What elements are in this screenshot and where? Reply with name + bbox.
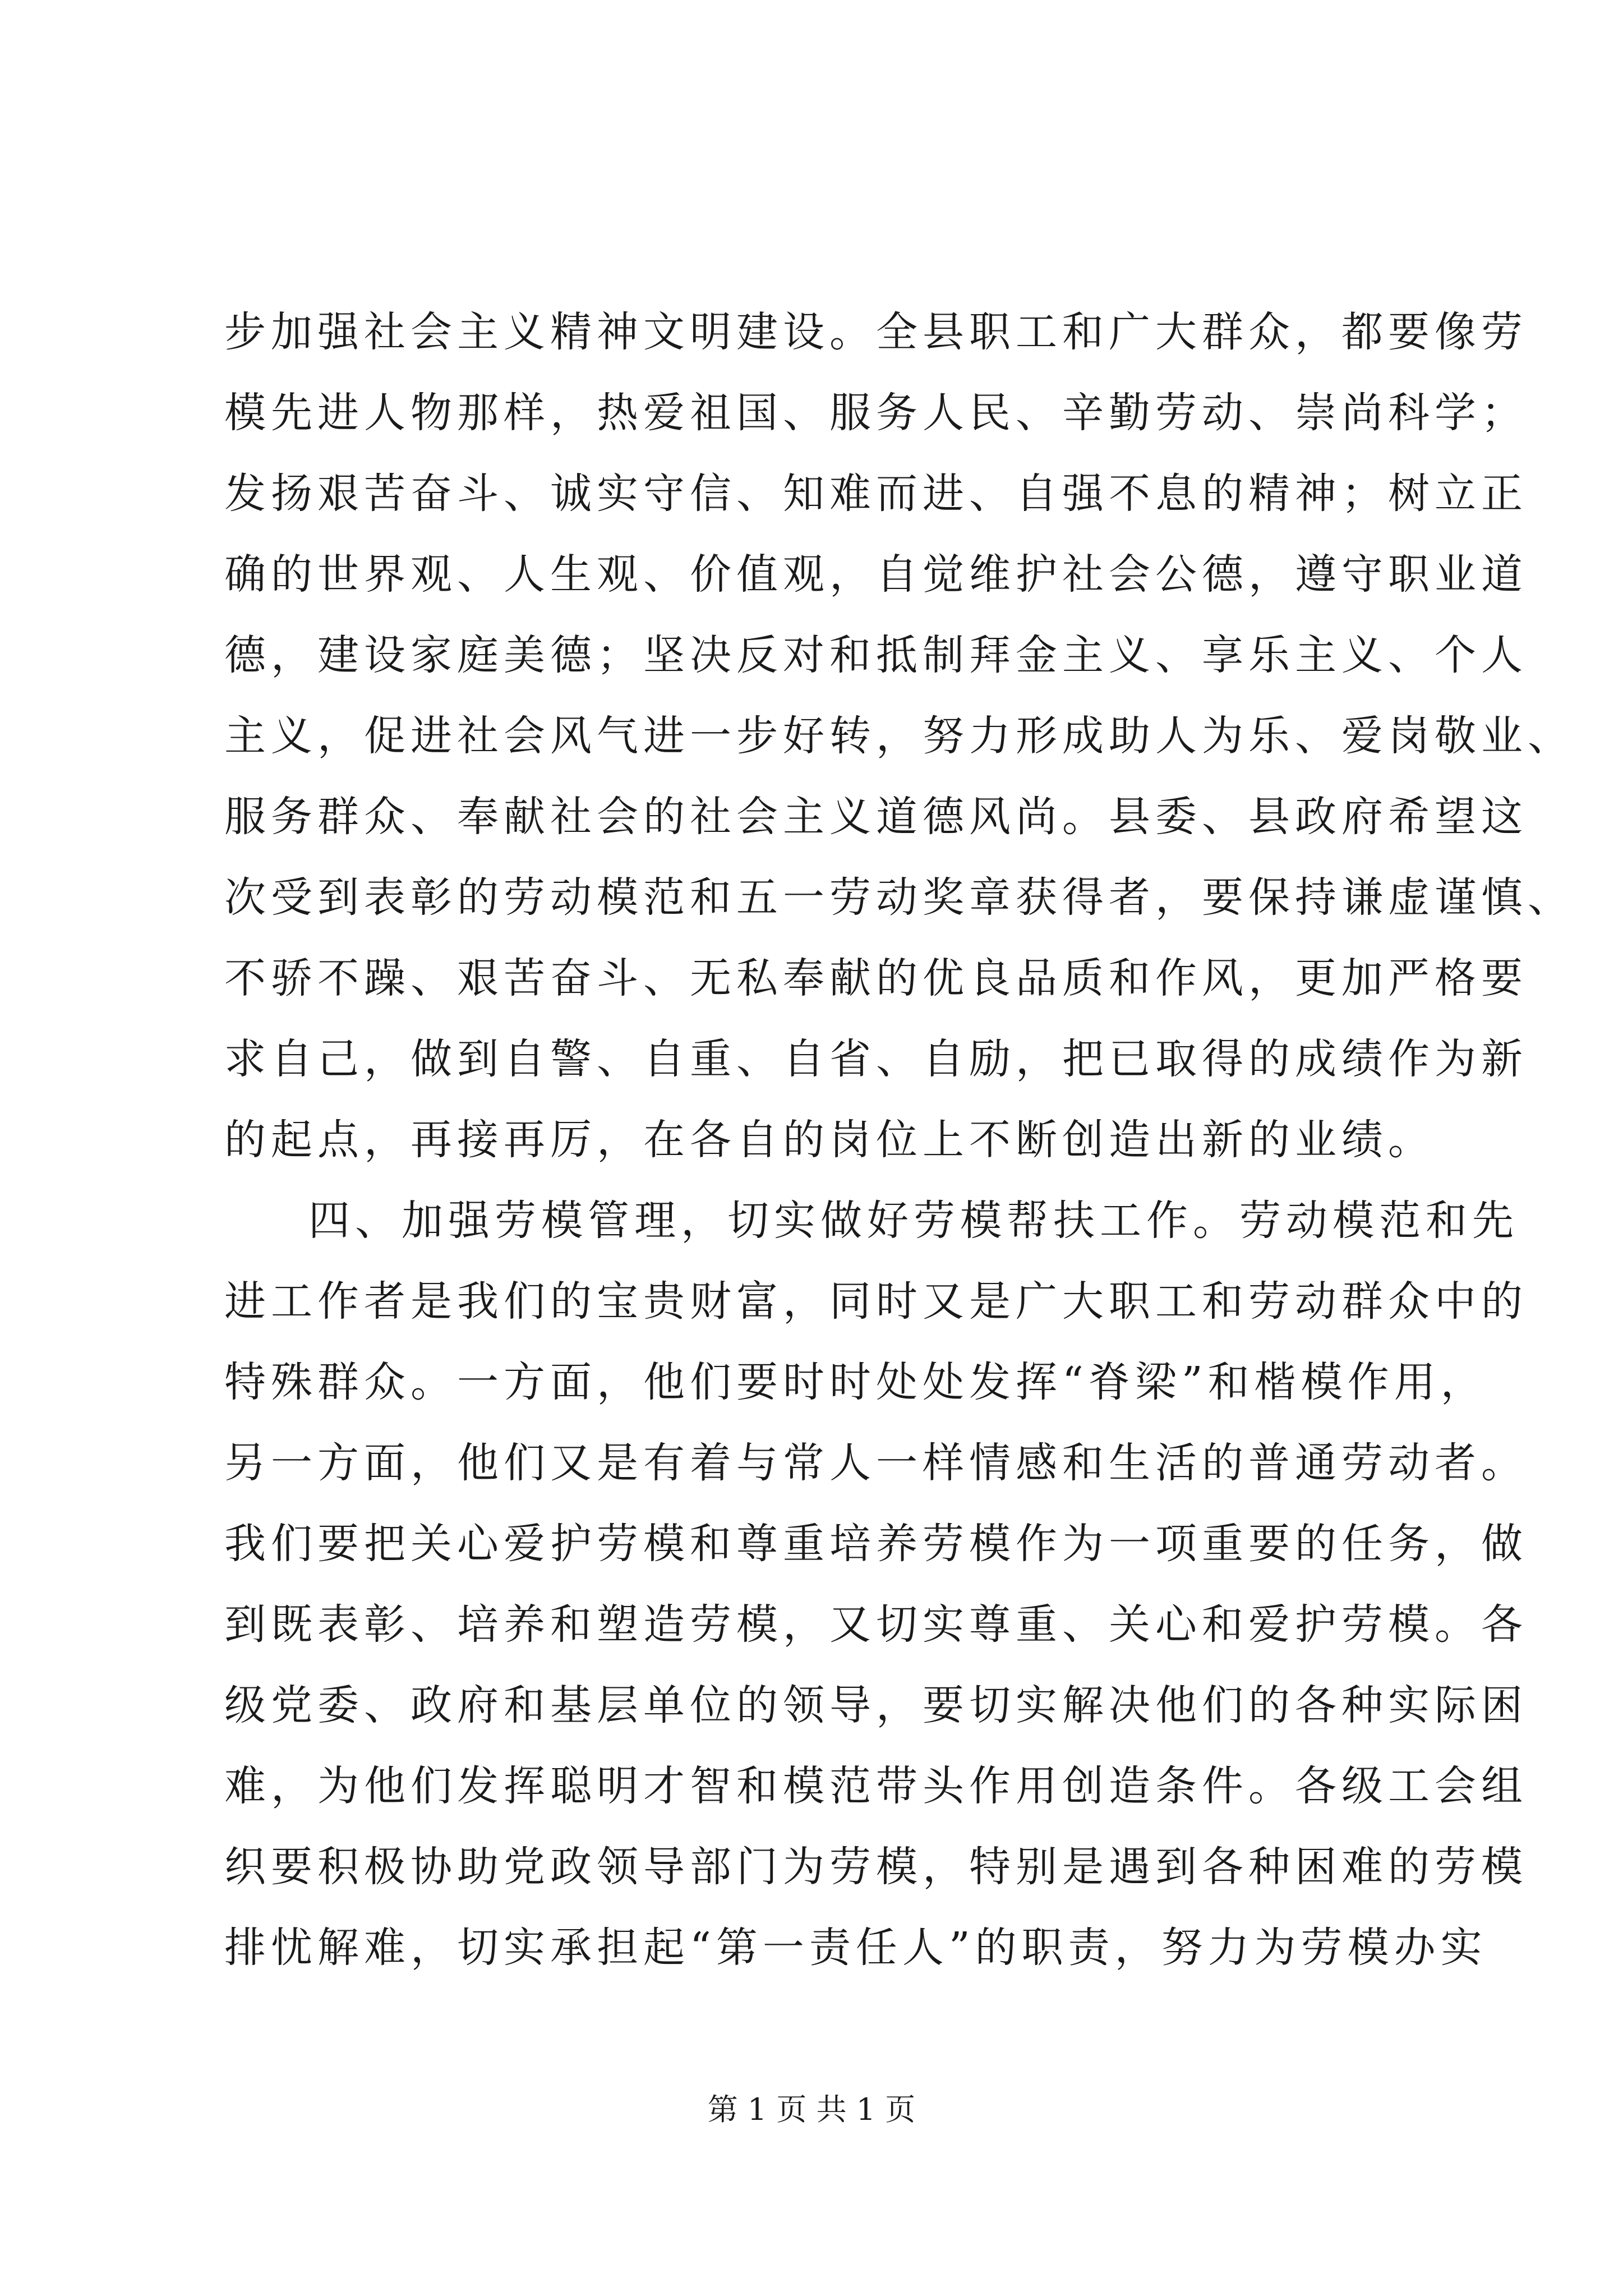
text-line: 另一方面，他们又是有着与常人一样情感和生活的普通劳动者。 [224,1439,1528,1487]
text-line: 到既表彰、培养和塑造劳模，又切实尊重、关心和爱护劳模。各 [224,1600,1528,1649]
text-line: 我们要把关心爱护劳模和尊重培养劳模作为一项重要的任务，做 [224,1520,1528,1568]
text-line: 求自己，做到自警、自重、自省、自励，把已取得的成绩作为新 [224,1035,1528,1083]
text-line: 确的世界观、人生观、价值观，自觉维护社会公德，遵守职业道 [224,550,1528,599]
text-line: 发扬艰苦奋斗、诚实守信、知难而进、自强不息的精神；树立正 [224,470,1528,518]
text-line: 级党委、政府和基层单位的领导，要切实解决他们的各种实际困 [224,1681,1528,1729]
text-line: 难，为他们发挥聪明才智和模范带头作用创造条件。各级工会组 [224,1762,1528,1810]
text-line: 特殊群众。一方面，他们要时时处处发挥“脊梁”和楷模作用， [224,1358,1487,1406]
page-number-label: 第 1 页 共 1 页 [707,2092,916,2127]
page-footer [0,2090,1623,2130]
text-line: 织要积极协助党政领导部门为劳模，特别是遇到各种困难的劳模 [224,1843,1528,1891]
text-line: 排忧解难，切实承担起“第一责任人”的职责，努力为劳模办实 [224,1924,1487,1972]
text-line: 主义，促进社会风气进一步好转，努力形成助人为乐、爱岗敬业、 [224,712,1574,760]
text-line: 不骄不躁、艰苦奋斗、无私奉献的优良品质和作风，更加严格要 [224,954,1528,1002]
body-text [224,292,1574,1988]
text-line: 步加强社会主义精神文明建设。全县职工和广大群众，都要像劳 [224,308,1528,356]
text-line: 模先进人物那样，热爱祖国、服务人民、辛勤劳动、崇尚科学； [224,389,1528,437]
text-line: 的起点，再接再厉，在各自的岗位上不断创造出新的业绩。 [224,1116,1435,1164]
text-line: 次受到表彰的劳动模范和五一劳动奖章获得者，要保持谦虚谨慎、 [224,873,1574,922]
text-line: 德，建设家庭美德；坚决反对和抵制拜金主义、享乐主义、个人 [224,631,1528,679]
text-line: 进工作者是我们的宝贵财富，同时又是广大职工和劳动群众中的 [224,1277,1528,1326]
paragraph-start-line: 四、加强劳模管理，切实做好劳模帮扶工作。劳动模范和先 [308,1197,1519,1245]
text-line: 服务群众、奉献社会的社会主义道德风尚。县委、县政府希望这 [224,793,1528,841]
